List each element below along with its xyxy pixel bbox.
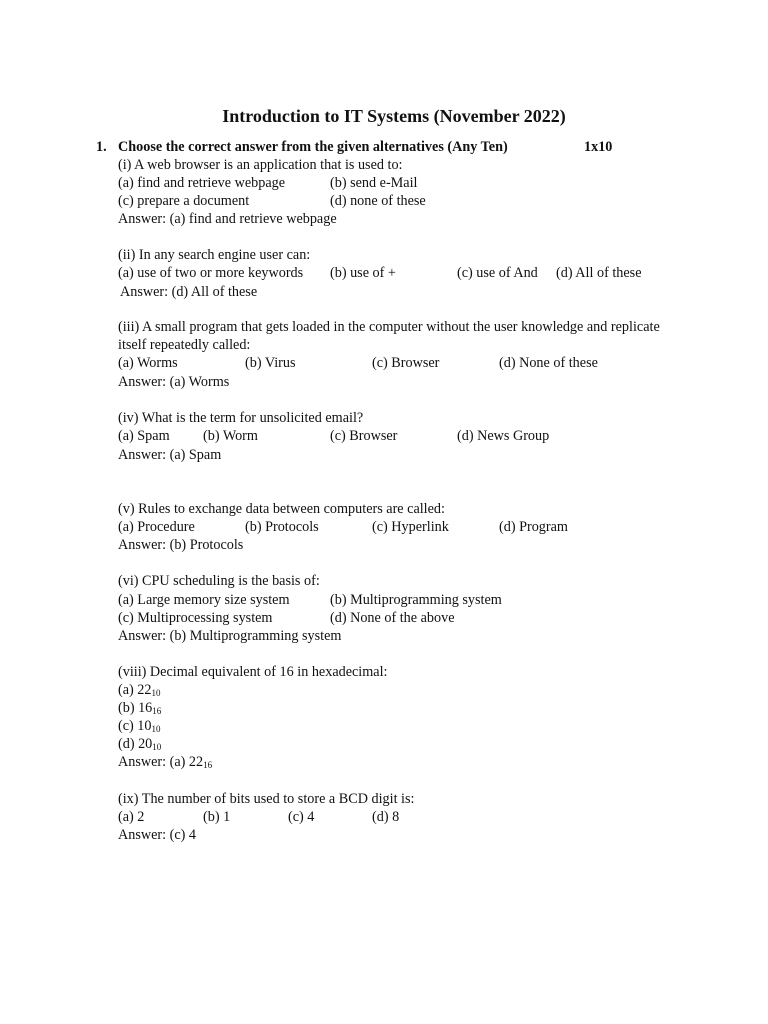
q2-option-a: (a) use of two or more keywords [118,265,304,281]
q9-option-d: (d) 8 [372,809,400,825]
question-instruction: Choose the correct answer from the given alternatives (Any Ten) [118,139,508,155]
q5-option-c: (c) Hyperlink [372,519,449,535]
q1-option-a: (a) find and retrieve webpage [118,175,286,191]
q3-option-a: (a) Worms [118,355,178,371]
q9-option-c: (c) 4 [288,809,315,825]
q6-option-d: (d) None of the above [330,610,455,626]
q6-option-a: (a) Large memory size system [118,592,290,608]
q8-option-c: (c) $10_{10}$ [118,718,161,734]
q4-stem: (iv) What is the term for unsolicited email? [118,410,364,426]
q3-option-b: (b) Virus [245,355,296,371]
q2-option-b: (b) use of + [330,265,396,281]
q9-option-a: (a) 2 [118,809,145,825]
q8-option-a: (a) $22_{10}$ [118,682,161,698]
q2-option-d: (d) All of these [556,265,642,281]
q3-option-d: (d) None of these [499,355,598,371]
q5-option-b: (b) Protocols [245,519,319,535]
q8-option-c-subscript: 10 [151,724,161,734]
q3-stem-line1: (iii) A small program that gets loaded in the computer without the user knowledge and replicate [118,319,660,335]
q6-stem: (vi) CPU scheduling is the basis of: [118,573,320,589]
q1-stem: (i) A web browser is an application that is used to: [118,157,403,173]
q8-option-b-subscript: 16 [152,706,162,716]
q5-stem: (v) Rules to exchange data between computers are called: [118,501,445,517]
q6-option-b: (b) Multiprogramming system [330,592,502,608]
marks-label: 1x10 [584,139,613,155]
q9-answer: Answer: (c) 4 [118,827,197,843]
q1-option-d: (d) none of these [330,193,426,209]
q3-stem-line2: itself repeatedly called: [118,337,251,353]
q3-option-c: (c) Browser [372,355,440,371]
q3-answer: Answer: (a) Worms [118,374,230,390]
q2-answer: Answer: (d) All of these [120,284,258,300]
question-number: 1. [96,139,107,155]
q5-answer: Answer: (b) Protocols [118,537,244,553]
q4-answer: Answer: (a) Spam [118,447,222,463]
q4-option-d: (d) News Group [457,428,550,444]
q9-stem: (ix) The number of bits used to store a BCD digit is: [118,791,415,807]
q4-option-c: (c) Browser [330,428,398,444]
q5-option-a: (a) Procedure [118,519,195,535]
q8-stem: (viii) Decimal equivalent of 16 in hexadecimal: [118,664,388,680]
q8-option-a-subscript: 10 [151,688,161,698]
q2-stem: (ii) In any search engine user can: [118,247,311,263]
q8-option-d: (d) $20_{10}$ [118,736,162,752]
q1-answer: Answer: (a) find and retrieve webpage [118,211,337,227]
q1-option-b: (b) send e-Mail [330,175,418,191]
q6-answer: Answer: (b) Multiprogramming system [118,628,342,644]
q1-option-c: (c) prepare a document [118,193,250,209]
page-title: Introduction to IT Systems (November 2022) [222,106,566,126]
q5-option-d: (d) Program [499,519,568,535]
q4-option-b: (b) Worm [203,428,258,444]
q6-option-c: (c) Multiprocessing system [118,610,273,626]
q4-option-a: (a) Spam [118,428,170,444]
q9-option-b: (b) 1 [203,809,231,825]
q8-answer: Answer: (a) $22_{16}$ [118,754,213,770]
q8-answer-subscript: 16 [203,760,213,770]
q8-option-b: (b) $16_{16}$ [118,700,162,716]
q8-option-d-subscript: 10 [152,742,162,752]
q2-option-c: (c) use of And [457,265,538,281]
